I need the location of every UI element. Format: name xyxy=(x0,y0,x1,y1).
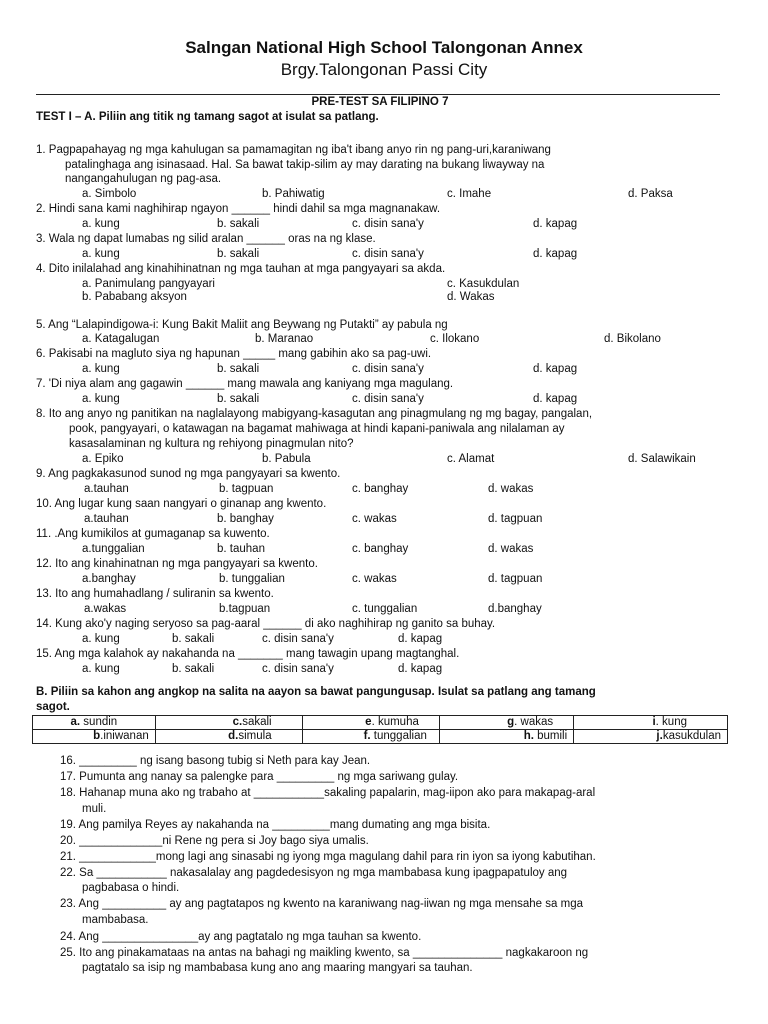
word-box-letter: h. xyxy=(523,730,534,742)
choice-5d: d. Bikolano xyxy=(604,333,661,345)
choice-11d: d. wakas xyxy=(488,543,534,555)
choice-1c: c. Imahe xyxy=(447,188,492,200)
item-20: 20. _____________ni Rene ng pera si Joy bago siya umalis. xyxy=(60,835,369,847)
choice-4b: b. Pababang aksyon xyxy=(82,291,187,303)
word-box-row xyxy=(33,716,728,730)
item-19: 19. Ang pamilya Reyes ay nakahanda na _________mang dumating ang mga bisita. xyxy=(60,819,491,831)
item-18-line-2: muli. xyxy=(82,803,107,815)
item-25-line-1: 25. Ito ang pinakamataas na antas na bahagi ng maikling kwento, sa ______________ nagkakaroon ng xyxy=(60,947,589,959)
word-box-cell xyxy=(33,730,156,744)
question-1-line-1: 1. Pagpapahayag ng mga kahulugan sa pamamagitan ng iba't ibang anyo rin ng pang-uri,karaniwang xyxy=(36,144,551,156)
word-box-letter: i xyxy=(652,716,656,728)
choice-7c: c. disin sana'y xyxy=(352,393,424,405)
choice-12c: c. wakas xyxy=(352,573,397,585)
choice-1d: d. Paksa xyxy=(628,188,673,200)
choice-4a: a. Panimulang pangyayari xyxy=(82,278,215,290)
choice-10c: c. wakas xyxy=(352,513,397,525)
word-box-letter: f. xyxy=(363,730,371,742)
item-22-line-2: pagbabasa o hindi. xyxy=(82,882,180,894)
choice-2d: d. kapag xyxy=(533,218,578,230)
word-box-letter: d. xyxy=(228,730,239,742)
question-7: 7. 'Di niya alam ang gagawin ______ mang mawala ang kaniyang mga magulang. xyxy=(36,378,454,390)
choice-11c: c. banghay xyxy=(352,543,409,555)
test-title: PRE-TEST SA FILIPINO 7 xyxy=(311,96,449,108)
choice-4d: d. Wakas xyxy=(447,291,495,303)
word-box-cell xyxy=(439,716,573,730)
question-8-line-1: 8. Ito ang anyo ng panitikan na naglalayong mabigyang-kasagutan ang pinagmulang ng mg bagay, pangalan, xyxy=(36,408,593,420)
question-12: 12. Ito ang kinahinatnan ng mga pangyayari sa kwento. xyxy=(36,558,318,570)
word-box-letter: c. xyxy=(232,716,243,728)
choice-14c: c. disin sana'y xyxy=(262,633,334,645)
word-box-letter: a. xyxy=(70,716,81,728)
choice-7d: d. kapag xyxy=(533,393,578,405)
word-box-cell xyxy=(155,716,302,730)
word-box-word: tunggalian xyxy=(370,730,427,742)
word-box-word: . wakas xyxy=(514,716,554,728)
choice-3d: d. kapag xyxy=(533,248,578,260)
choice-13b: b.tagpuan xyxy=(219,603,271,615)
question-2: 2. Hindi sana kami naghihirap ngayon ______ hindi dahil sa mga magnanakaw. xyxy=(36,203,441,215)
choice-11a: a.tunggalian xyxy=(82,543,145,555)
word-box-word: kasukdulan xyxy=(662,730,721,742)
item-25-line-2: pagtatalo sa isip ng mambabasa kung ano ang maaring mangyari sa tauhan. xyxy=(82,962,473,974)
choice-5c: c. Ilokano xyxy=(430,333,480,345)
item-23-line-2: mambabasa. xyxy=(82,914,149,926)
question-8-line-2: pook, pangyayari, o katawagan na bagamat mahiwaga at hindi kapani-paniwala ang nilalaman ay xyxy=(69,423,565,435)
question-3: 3. Wala ng dapat lumabas ng silid aralan ______ oras na ng klase. xyxy=(36,233,376,245)
choice-13d: d.banghay xyxy=(488,603,542,615)
item-16: 16. _________ ng isang basong tubig si Neth para kay Jean. xyxy=(60,755,371,767)
question-14: 14. Kung ako'y naging seryoso sa pag-aaral ______ di ako naghihirap ng ganito sa buhay. xyxy=(36,618,496,630)
word-box-cell xyxy=(155,730,302,744)
choice-15d: d. kapag xyxy=(398,663,443,675)
question-4: 4. Dito inilalahad ang kinahihinatnan ng mga tauhan at mga pangyayari sa akda. xyxy=(36,263,446,275)
choice-1b: b. Pahiwatig xyxy=(262,188,325,200)
question-10: 10. Ang lugar kung saan nangyari o ginanap ang kwento. xyxy=(36,498,327,510)
choice-8a: a. Epiko xyxy=(82,453,124,465)
word-box-word: .iniwanan xyxy=(100,730,149,742)
choice-12a: a.banghay xyxy=(82,573,136,585)
choice-2b: b. sakali xyxy=(217,218,260,230)
choice-14b: b. sakali xyxy=(172,633,215,645)
question-13: 13. Ito ang humahadlang / suliranin sa kwento. xyxy=(36,588,274,600)
school-address: Brgy.Talongonan Passi City xyxy=(280,60,488,79)
school-name: Salngan National High School Talongonan Annex xyxy=(185,38,583,57)
choice-9c: c. banghay xyxy=(352,483,409,495)
choice-2c: c. disin sana'y xyxy=(352,218,424,230)
word-box-cell xyxy=(574,730,728,744)
question-9: 9. Ang pagkakasunod sunod ng mga pangyayari sa kwento. xyxy=(36,468,341,480)
choice-7a: a. kung xyxy=(82,393,120,405)
choice-5b: b. Maranao xyxy=(255,333,314,345)
word-box-cell xyxy=(302,716,439,730)
choice-3b: b. sakali xyxy=(217,248,260,260)
word-box-cell xyxy=(574,716,728,730)
choice-9d: d. wakas xyxy=(488,483,534,495)
choice-10a: a.tauhan xyxy=(84,513,129,525)
word-box-word: . kung xyxy=(655,716,687,728)
choice-4c: c. Kasukdulan xyxy=(447,278,520,290)
choice-5a: a. Katagalugan xyxy=(82,333,160,345)
choice-6d: d. kapag xyxy=(533,363,578,375)
choice-14d: d. kapag xyxy=(398,633,443,645)
part-a-instruction: TEST I – A. Piliin ang titik ng tamang sagot at isulat sa patlang. xyxy=(36,111,379,123)
question-11: 11. .Ang kumikilos at gumaganap sa kuwento. xyxy=(36,528,270,540)
item-23-line-1: 23. Ang __________ ay ang pagtatapos ng kwento na karaniwang nag-iiwan ng mga mensahe sa mga xyxy=(60,898,583,910)
item-24: 24. Ang _______________ay ang pagtatalo ng mga tauhan sa kwento. xyxy=(60,931,422,943)
word-box-letter: b xyxy=(93,730,101,742)
part-b-instruction-line-2: sagot. xyxy=(36,701,70,713)
choice-3c: c. disin sana'y xyxy=(352,248,424,260)
word-box-row xyxy=(33,730,728,744)
choice-12b: b. tunggalian xyxy=(219,573,285,585)
word-box-cell xyxy=(33,716,156,730)
word-box-word: sakali xyxy=(242,716,272,728)
choice-15a: a. kung xyxy=(82,663,120,675)
word-box-word: sundin xyxy=(80,716,118,728)
choice-8b: b. Pabula xyxy=(262,453,311,465)
word-box-cell xyxy=(302,730,439,744)
choice-14a: a. kung xyxy=(82,633,120,645)
word-box-letter: g xyxy=(507,716,515,728)
choice-10b: b. banghay xyxy=(217,513,274,525)
choice-6b: b. sakali xyxy=(217,363,260,375)
word-box-word: . kumuha xyxy=(371,716,419,728)
word-box-letter: e xyxy=(365,716,372,728)
choice-8d: d. Salawikain xyxy=(628,453,696,465)
choice-6a: a. kung xyxy=(82,363,120,375)
item-18-line-1: 18. Hahanap muna ako ng trabaho at ___________sakaling papalarin, mag-iipon ako para makapag-aral xyxy=(60,787,596,799)
part-b-instruction-line-1: B. Piliin sa kahon ang angkop na salita na aayon sa bawat pangungusap. Isulat sa patlang ang tamang xyxy=(36,686,596,698)
word-box-word: bumili xyxy=(533,730,568,742)
question-8-line-3: kasasalaminan ng kultura ng rehiyong pinagmulan nito? xyxy=(69,438,354,450)
choice-10d: d. tagpuan xyxy=(488,513,543,525)
question-5: 5. Ang “Lalapindigowa-i: Kung Bakit Maliit ang Beywang ng Putakti” ay pabula ng xyxy=(36,319,448,331)
item-21: 21. ____________mong lagi ang sinasabi ng iyong mga magulang dahil para rin iyon sa iyong kabutihan. xyxy=(60,851,596,863)
choice-12d: d. tagpuan xyxy=(488,573,543,585)
question-6: 6. Pakisabi na magluto siya ng hapunan _____ mang gabihin ako sa pag-uwi. xyxy=(36,348,432,360)
choice-15c: c. disin sana'y xyxy=(262,663,334,675)
choice-2a: a. kung xyxy=(82,218,120,230)
word-box xyxy=(32,715,728,744)
choice-1a: a. Simbolo xyxy=(82,188,137,200)
choice-8c: c. Alamat xyxy=(447,453,495,465)
choice-11b: b. tauhan xyxy=(217,543,265,555)
question-1-line-3: nangangahulugan ng pag-asa. xyxy=(65,173,222,185)
word-box-word: simula xyxy=(238,730,272,742)
header-divider xyxy=(36,94,720,95)
question-15: 15. Ang mga kalahok ay nakahanda na _______ mang tawagin upang magtanghal. xyxy=(36,648,460,660)
choice-13c: c. tunggalian xyxy=(352,603,418,615)
choice-9a: a.tauhan xyxy=(84,483,129,495)
choice-6c: c. disin sana'y xyxy=(352,363,424,375)
question-1-line-2: patalinghaga ang isinasaad. Hal. Sa bawat takip-silim ay may darating na bukang liwayway na xyxy=(65,159,545,171)
choice-9b: b. tagpuan xyxy=(219,483,274,495)
word-box-letter: j. xyxy=(656,730,663,742)
word-box-cell xyxy=(439,730,573,744)
item-17: 17. Pumunta ang nanay sa palengke para _________ ng mga sariwang gulay. xyxy=(60,771,459,783)
item-22-line-1: 22. Sa ___________ nakasalalay ang pagdedesisyon ng mga mambabasa kung ipagpapatuloy ang xyxy=(60,867,568,879)
choice-7b: b. sakali xyxy=(217,393,260,405)
choice-3a: a. kung xyxy=(82,248,120,260)
choice-13a: a.wakas xyxy=(84,603,127,615)
choice-15b: b. sakali xyxy=(172,663,215,675)
